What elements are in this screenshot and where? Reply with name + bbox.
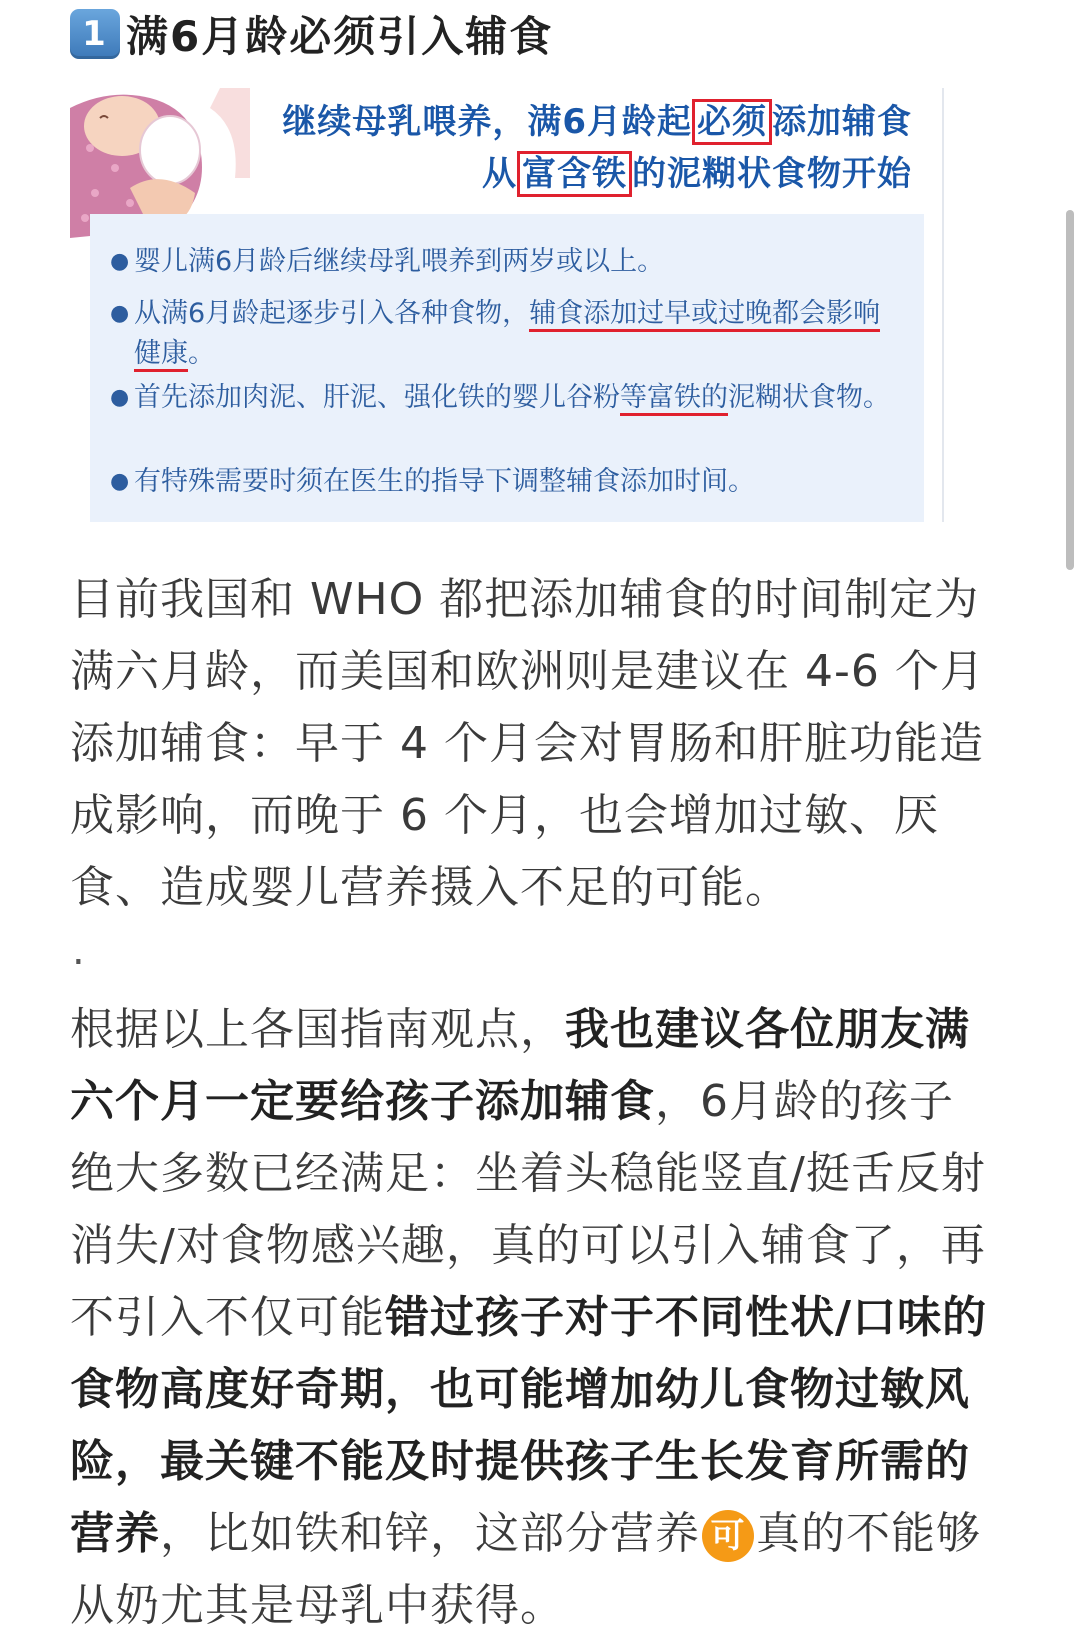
bullet-dot-icon: ● xyxy=(110,301,130,326)
bullet-2-text-a: 从满6月龄起逐步引入各种食物， xyxy=(134,298,530,329)
infographic-bullet-list xyxy=(90,214,924,522)
infographic-title-line-2 xyxy=(482,146,912,195)
bullet-2-underlined-text: 辅食添加过早或过晚都会影响健康 xyxy=(134,298,880,372)
paragraph-2-bold-1: 我也建议各位朋友满六个月一定要给孩子添加辅食 xyxy=(70,1004,970,1127)
bullet-dot-icon: ● xyxy=(110,469,130,494)
bullet-item-2 xyxy=(110,294,894,374)
bullet-1-text: 婴儿满6月龄后继续母乳喂养到两岁或以上。 xyxy=(134,246,665,277)
infographic-title-line-1 xyxy=(282,94,912,143)
bullet-dot-icon: ● xyxy=(110,385,130,410)
bullet-4-text: 有特殊需要时须在医生的指导下调整辅食添加时间。 xyxy=(134,466,755,497)
ke-emoji-icon: 可 xyxy=(702,1510,754,1562)
section-heading-text: 满6月龄必须引入辅食 xyxy=(126,12,554,61)
paragraph-2-text-1: 根据以上各国指南观点， xyxy=(70,1004,565,1055)
vertical-scrollbar[interactable] xyxy=(1066,210,1074,570)
paragraph-1: 目前我国和 WHO 都把添加辅食的时间制定为满六月龄，而美国和欧洲则是建议在 4-6 个月添加辅食：早于 4 个月会对胃肠和肝脏功能造成影响，而晚于 6 个月，也会增加过敏、厌食、造成婴儿营养摄入不足的可能。 xyxy=(70,574,985,913)
title-line-1-boxed-text: 必须 xyxy=(692,99,772,145)
bullet-item-1 xyxy=(110,242,894,282)
title-line-2-boxed-text: 富含铁 xyxy=(517,151,632,197)
title-line-1-text-b: 添加辅食 xyxy=(772,102,912,142)
bullet-3-text-b: 泥糊状食物。 xyxy=(728,382,890,413)
title-line-2-text-b: 的泥糊状食物开始 xyxy=(632,154,912,194)
paragraph-2-text-2: ，6月龄的孩子绝大多数已经满足：坐着头稳能竖直/挺舌反射消失/对食物感兴趣，真的可以引入辅食了，再不引入不仅可能 xyxy=(70,1076,986,1343)
bullet-item-3 xyxy=(110,378,894,418)
bullet-3-underlined-text: 等富铁的 xyxy=(620,382,728,416)
bullet-dot-icon: ● xyxy=(110,249,130,274)
paragraph-2-text-4: 真的不能够从奶尤其是母乳中获得。 xyxy=(70,1508,981,1631)
title-line-2-text-a: 从 xyxy=(482,154,517,194)
bullet-3-text-a: 首先添加肉泥、肝泥、强化铁的婴儿谷粉 xyxy=(134,382,620,413)
number-one-badge-icon: 1 xyxy=(70,9,120,59)
bullet-2-text-b: 。 xyxy=(188,338,215,369)
paragraph-2-text-3: ，比如铁和锌，这部分营养 xyxy=(160,1508,700,1559)
paragraph-2 xyxy=(70,994,990,1642)
title-line-1-text-a: 继续母乳喂养，满6月龄起 xyxy=(282,102,692,142)
bullet-item-4 xyxy=(110,462,894,502)
infographic-image xyxy=(70,88,944,522)
paragraph-2-bold-2: 错过孩子对于不同性状/口味的食物高度好奇期，也可能增加幼儿食物过敏风险，最关键不能及时提供孩子生长发育所需的营养 xyxy=(70,1292,988,1559)
section-heading xyxy=(70,4,553,64)
separator-dot: . xyxy=(72,928,85,974)
